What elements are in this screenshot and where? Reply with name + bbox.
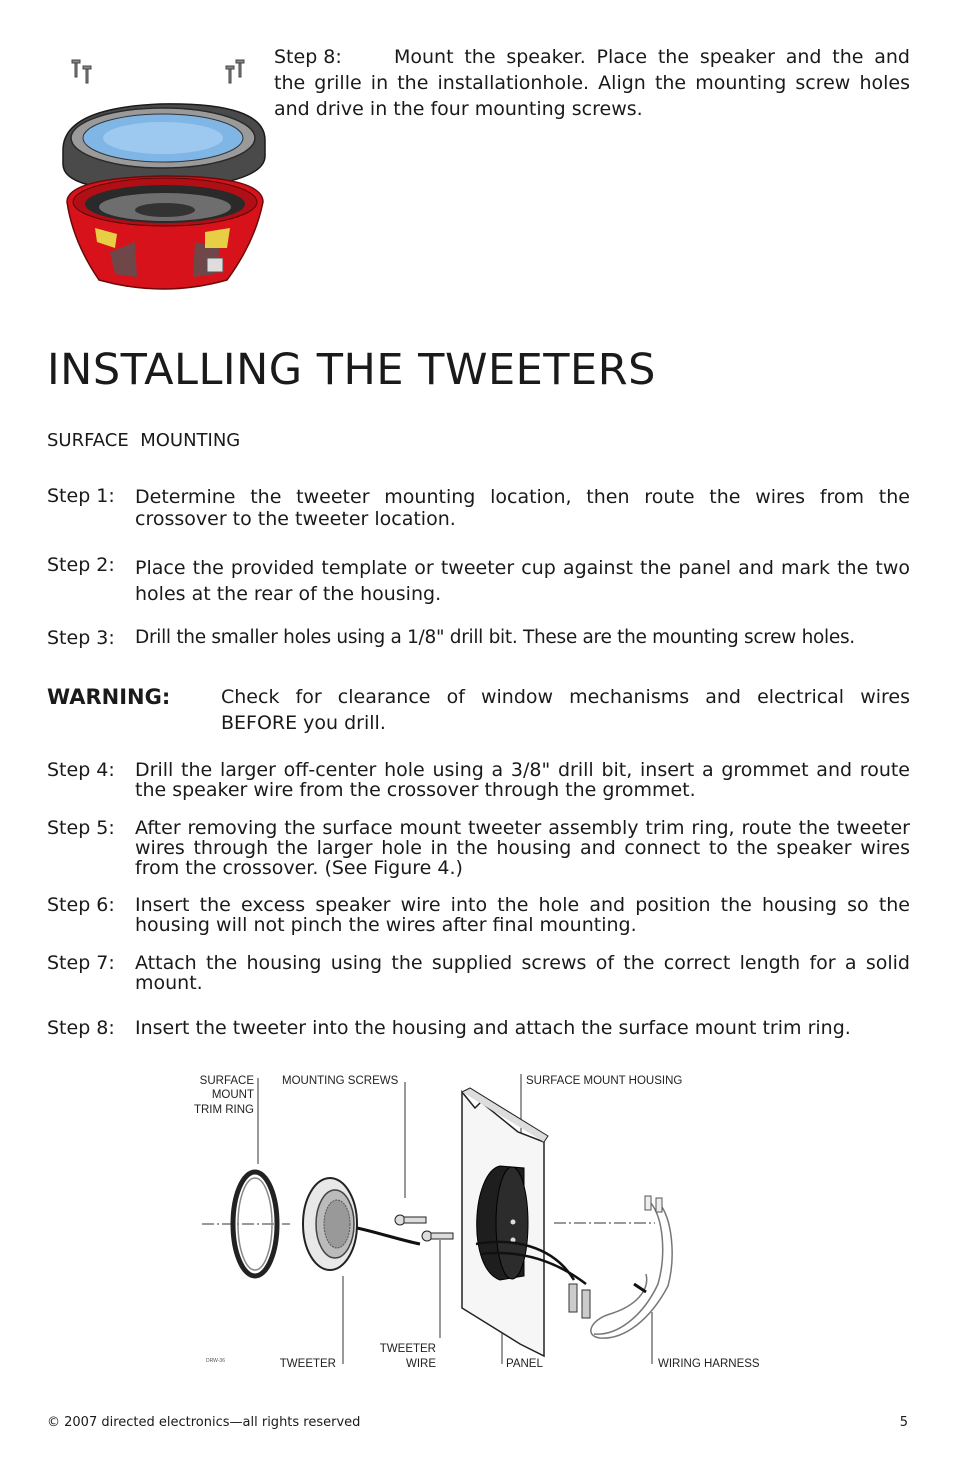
step-label: Step 7: [47,952,115,974]
label-surface-mount-housing: SURFACE MOUNT HOUSING [526,1075,683,1087]
step-8 [47,1018,910,1038]
surface-mount-housing-icon [477,1166,528,1280]
top-step [274,44,910,122]
step-3 [47,628,910,648]
step-label: Step 1: [47,485,115,507]
top-step-text-rest: the grille in the installationhole. Align the mounting screw holes and drive in the four mounting screws. [274,72,910,120]
step-4 [47,760,910,800]
label-panel: PANEL [506,1358,543,1370]
step-1 [47,486,910,530]
step-text: Determine the tweeter mounting location, then route the wires from the crossover to the tweeter location. [135,486,910,530]
step-text: Attach the housing using the supplied screws of the correct length for a solid mount. [135,952,910,994]
warning-text: Check for clearance of window mechanisms and electrical wires BEFORE you drill. [221,686,910,734]
step-label: Step 3: [47,627,115,649]
step-5 [47,818,910,878]
step-label: Step 5: [47,817,115,839]
warning-label: WARNING: [47,685,171,709]
label-drawing-code: DRW-36 [206,1358,225,1364]
step-text: Drill the larger off-center hole using a 3/8" drill bit, insert a grommet and route the speaker wire from the crossover through the grommet. [135,759,910,801]
label-wiring-harness: WIRING HARNESS [658,1358,760,1370]
label-trim-ring-1: SURFACE [199,1075,254,1087]
step-6 [47,895,910,935]
top-step-label: Step 8: [274,46,342,68]
step-text: After removing the surface mount tweeter assembly trim ring, route the tweeter wires through the larger hole in the housing and connect to the speaker wires from the crossover. (See Figure 4.) [135,817,910,879]
step-label: Step 4: [47,759,115,781]
step-text: Insert the excess speaker wire into the hole and position the housing so the housing will not pinch the wires after final mounting. [135,894,910,936]
section-title: INSTALLING THE TWEETERS [47,345,656,395]
label-tweeter-wire-2: WIRE [405,1358,436,1370]
step-label: Step 6: [47,894,115,916]
subsection-title: SURFACE MOUNTING [47,430,241,451]
mounting-screws-icon [395,1215,453,1241]
step-text: Drill the smaller holes using a 1/8" drill bit. These are the mounting screw holes. [135,627,855,648]
warning-block [47,684,910,736]
label-tweeter: TWEETER [279,1358,336,1370]
label-tweeter-wire-1: TWEETER [379,1343,436,1355]
speaker-basket-icon [67,176,263,289]
step-2 [47,555,910,607]
mounting-screw-icons [72,60,244,83]
speaker-illustration [55,52,270,294]
step-text: Place the provided template or tweeter cup against the panel and mark the two holes at the rear of the housing. [135,557,910,605]
center-axis [202,1223,655,1224]
top-step-text-first: Mount the speaker. Place the speaker and the and [394,46,910,68]
step-7 [47,953,910,993]
label-trim-ring-3: TRIM RING [193,1104,254,1116]
step-label: Step 2: [47,554,115,576]
step-label: Step 8: [47,1017,115,1039]
tweeter-installation-diagram [180,1068,780,1378]
step-text: Insert the tweeter into the housing and attach the surface mount trim ring. [135,1017,851,1039]
footer-copyright: © 2007 directed electronics—all rights reserved [47,1415,361,1430]
label-mounting-screws: MOUNTING SCREWS [282,1075,399,1087]
label-trim-ring-2: MOUNT [211,1089,254,1101]
footer-page-number: 5 [899,1415,908,1430]
